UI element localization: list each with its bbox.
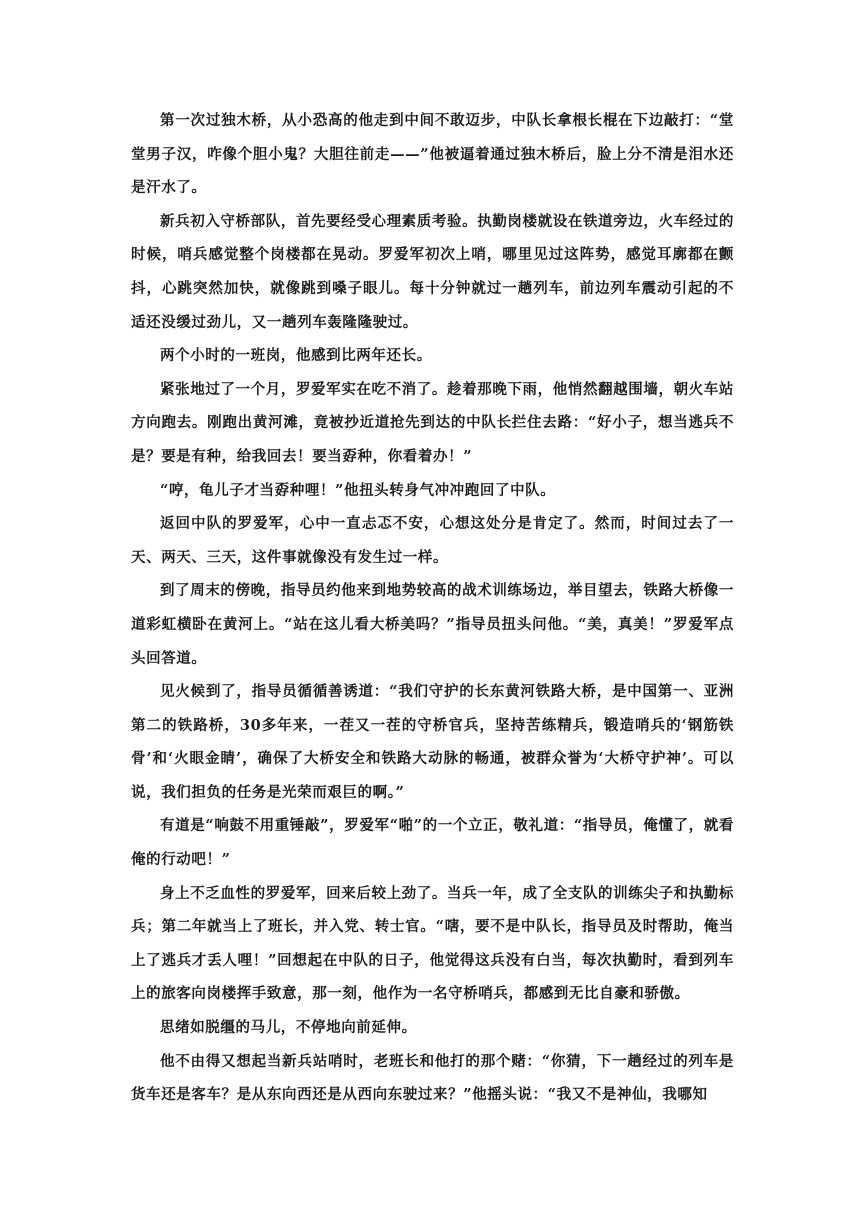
paragraph-5: “哼，龟儿子才当孬种哩！”他扭头转身气冲冲跑回了中队。 — [160, 481, 556, 499]
paragraph-4: 紧张地过了一个月，罗爱军实在吃不消了。趁着那晚下雨，他悄然翻越围墙，朝火车站方向跑去。刚跑出黄河滩，竟被抄近道抢先到达的中队长拦住去路：“好小子，想当逃兵不是？要是有种，给我回去！要当孬种，你看着办！” — [131, 380, 734, 465]
paragraph-10: 身上不乏血性的罗爱军，回来后较上劲了。当兵一年，成了全支队的训练尖子和执勤标兵；第二年就当上了班长，并入党、转士官。“嗐，要不是中队长，指导员及时帮助，俺当上了逃兵才丢人哩！”回想起在中队的日子，他觉得这兵没有白当，每次执勤时，看到列车上的旅客向岗楼挥手致意，那一刻，他作为一名守桥哨兵，都感到无比自豪和骄傲。 — [131, 884, 734, 1003]
paragraph-12: 他不由得又想起当新兵站哨时，老班长和他打的那个赌：“你猜，下一趟经过的列车是货车还是客车？是从东向西还是从西向东驶过来？”他摇头说：“我又不是神仙，我哪知 — [131, 1052, 734, 1104]
paragraph-9: 有道是“响鼓不用重锤敲”，罗爱军“啪”的一个立正，敬礼道：“指导员，俺懂了，就看俺的行动吧！” — [131, 817, 734, 869]
paragraph-7: 到了周末的傍晚，指导员约他来到地势较高的战术训练场边，举目望去，铁路大桥像一道彩虹横卧在黄河上。“站在这儿看大桥美吗？”指导员扭头问他。“美，真美！”罗爱军点头回答道。 — [131, 582, 734, 667]
paragraph-3: 两个小时的一班岗，他感到比两年还长。 — [160, 347, 432, 365]
paragraph-6: 返回中队的罗爱军，心中一直忐忑不安，心想这处分是肯定了。然而，时间过去了一天、两天、三天，这件事就像没有发生过一样。 — [131, 515, 734, 566]
paragraph-8: 见火候到了，指导员循循善诱道：“我们守护的长东黄河铁路大桥，是中国第一、亚洲第二的铁路桥，30多年来，一茬又一茬的守桥官兵，坚持苦练精兵，锻造哨兵的‘钢筋铁骨’和‘火眼金睛’，确保了大桥安全和铁路大动脉的畅通，被群众誉为‘大桥守护神’。可以说，我们担负的任务是光荣而艰巨的啊。” — [131, 683, 734, 801]
paragraph-1: 第一次过独木桥，从小恐高的他走到中间不敢迈步，中队长拿根长棍在下边敲打：“堂堂男子汉，咋像个胆小鬼？大胆往前走——”他被逼着通过独木桥后，脸上分不清是泪水还是汗水了。 — [131, 112, 734, 197]
paragraph-2: 新兵初入守桥部队，首先要经受心理素质考验。执勤岗楼就设在铁道旁边，火车经过的时候，哨兵感觉整个岗楼都在晃动。罗爱军初次上哨，哪里见过这阵势，感觉耳廓都在颤抖，心跳突然加快，就像跳到嗓子眼儿。每十分钟就过一趟列车，前边列车震动引起的不适还没缓过劲儿，又一趟列车轰隆隆驶过。 — [131, 212, 734, 331]
paragraph-11: 思绪如脱缰的马儿，不停地向前延伸。 — [160, 1019, 417, 1037]
